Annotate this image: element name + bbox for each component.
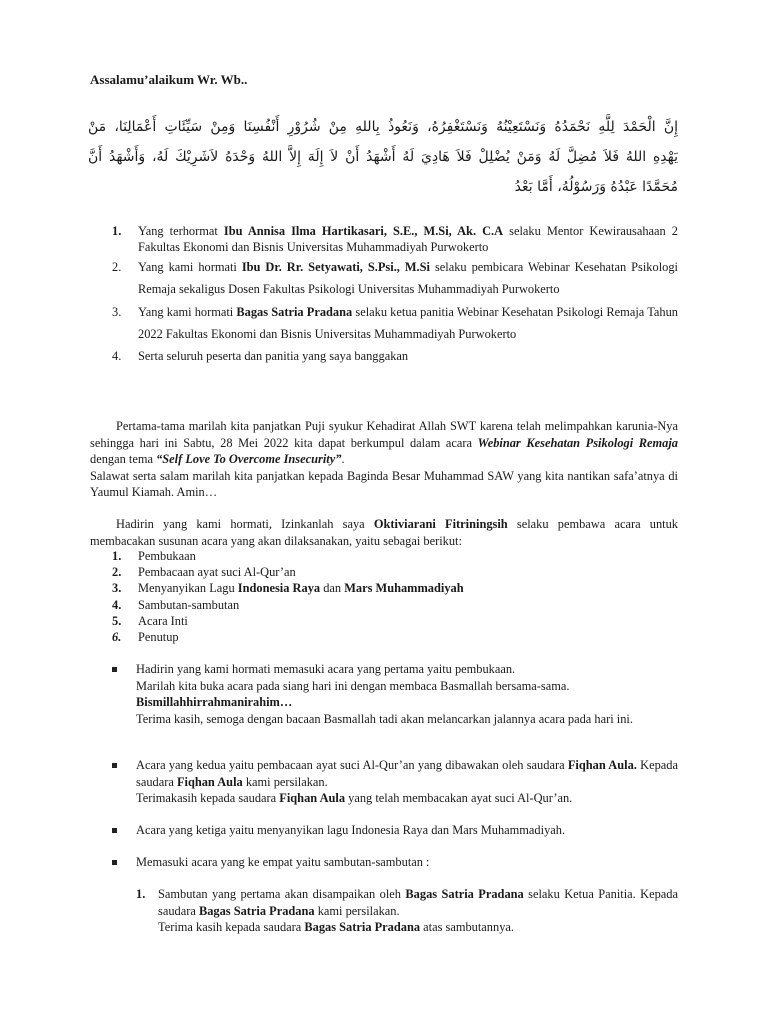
bullet-icon — [112, 667, 117, 672]
speech-item: 1. Sambutan yang pertama akan disampaikan oleh Bagas Satria Pradana selaku Ketua Panitia. Kepada saudara Bagas Satria Pradana kami persilakan. Terima kasih kepada saudara Bagas Satria Pradana atas sambutannya. — [136, 887, 679, 934]
agenda-item: 5. Acara Inti — [112, 613, 188, 628]
greeting: Assalamu’alaikum Wr. Wb.. — [90, 72, 248, 87]
intro-paragraph: Hadirin yang kami hormati, Izinkanlah saya Oktiviarani Fitriningsih selaku pembawa acara untuk membacakan susunan acara yang akan dilaksanakan, yaitu sebagai berikut: — [90, 517, 678, 548]
bullet-speeches: Memasuki acara yang ke empat yaitu sambutan-sambutan : — [112, 854, 678, 871]
agenda-item: 4. Sambutan-sambutan — [112, 597, 240, 612]
honors-item: 1. Yang terhormat Ibu Annisa Ilma Hartikasari, S.E., M.Si, Ak. C.A selaku Mentor Kewirausahaan 2 Fakultas Ekonomi dan Bisnis Universitas Muhammadiyah Purwokerto — [112, 224, 678, 254]
honors-item: 4. Serta seluruh peserta dan panitia yang saya banggakan — [112, 349, 409, 363]
honors-list — [112, 223, 678, 367]
honors-item: 2. Yang kami hormati Ibu Dr. Rr. Setyawati, S.Psi., M.Si selaku pembicara Webinar Kesehatan Psikologi Remaja sekaligus Dosen Fakultas Psikologi Universitas Muhammadiyah Purwokerto — [112, 260, 678, 296]
honors-item: 3. Yang kami hormati Bagas Satria Pradana selaku ketua panitia Webinar Kesehatan Psikologi Remaja Tahun 2022 Fakultas Ekonomi dan Bisnis Universitas Muhammadiyah Purwokerto — [112, 305, 678, 341]
bullet-icon — [112, 828, 117, 833]
arabic-line-1: إِنَّ الْحَمْدَ لِلَّهِ نَحْمَدُهُ وَنَسْتَعِيْنُهُ وَنَسْتَغْفِرُهُ، وَنَعُوذُ بِاللهِ مِنْ شُرُوْرِ أَنْفُسِنَا وَمِنْ سَيِّئَاتِ أَعْمَالِنَا، مَنْ — [88, 119, 678, 135]
salawat-text: Salawat serta salam marilah kita panjatkan kepada Baginda Besar Muhammad SAW yang kita nantikan safa’atnya di Yaumul Kiamah. Amin… — [90, 468, 678, 499]
bullet-icon — [112, 860, 117, 865]
bullet-opening: Hadirin yang kami hormati memasuki acara yang pertama yaitu pembukaan. Marilah kita buka acara pada siang hari ini dengan membaca Basmallah bersama-sama. Bismillahhirrahmanirahim… Terima kasih, semoga dengan bacaan Basmallah tadi akan melancarkan jalannya acara pada hari ini. — [112, 661, 678, 727]
bullet-quran: Acara yang kedua yaitu pembacaan ayat suci Al-Qur’an yang dibawakan oleh saudara Fiqhan Aula. Kepada saudara Fiqhan Aula kami persilakan. Terimakasih kepada saudara Fiqhan Aula yang telah membacakan ayat suci Al-Qur’an. — [112, 757, 678, 807]
bullet-icon — [112, 763, 117, 768]
arabic-line-3: مُحَمَّدًا عَبْدُهُ وَرَسُوْلُهُ، أَمَّا بَعْدُ — [514, 179, 678, 195]
opening-paragraph: Pertama-tama marilah kita panjatkan Puji syukur Kehadirat Allah SWT karena telah melimpahkan karunia-Nya sehingga hari ini Sabtu, 28 Mei 2022 kita dapat berkumpul dalam acara Webinar Kesehatan Psikologi Remaja dengan tema “Self Love To Overcome Insecurity”. Salawat serta salam marilah kita panjatkan kepada Baginda Besar Muhammad SAW yang kita nantikan safa’atnya di Yaumul Kiamah. Amin… — [90, 419, 679, 499]
agenda-item: 2. Pembacaan ayat suci Al-Qur’an — [112, 565, 296, 580]
agenda-item: 1. Pembukaan — [112, 549, 196, 563]
agenda-item: 3. Menyanyikan Lagu Indonesia Raya dan Mars Muhammadiyah — [112, 581, 464, 596]
bullet-anthem: Acara yang ketiga yaitu menyanyikan lagu Indonesia Raya dan Mars Muhammadiyah. — [112, 822, 678, 839]
agenda-list — [112, 548, 464, 645]
agenda-item: 6. Penutup — [112, 630, 179, 645]
arabic-line-2: يَهْدِهِ اللهُ فَلاَ مُضِلَّ لَهُ وَمَنْ يُضْلِلْ فَلاَ هَادِيَ لَهُ أَشْهَدُ أَنْ لاَ إِلَهَ إِلاَّ اللهُ وَحْدَهُ لاَشَرِيْكَ لَهُ، وَأَشْهَدُ أَنَّ — [88, 149, 678, 165]
